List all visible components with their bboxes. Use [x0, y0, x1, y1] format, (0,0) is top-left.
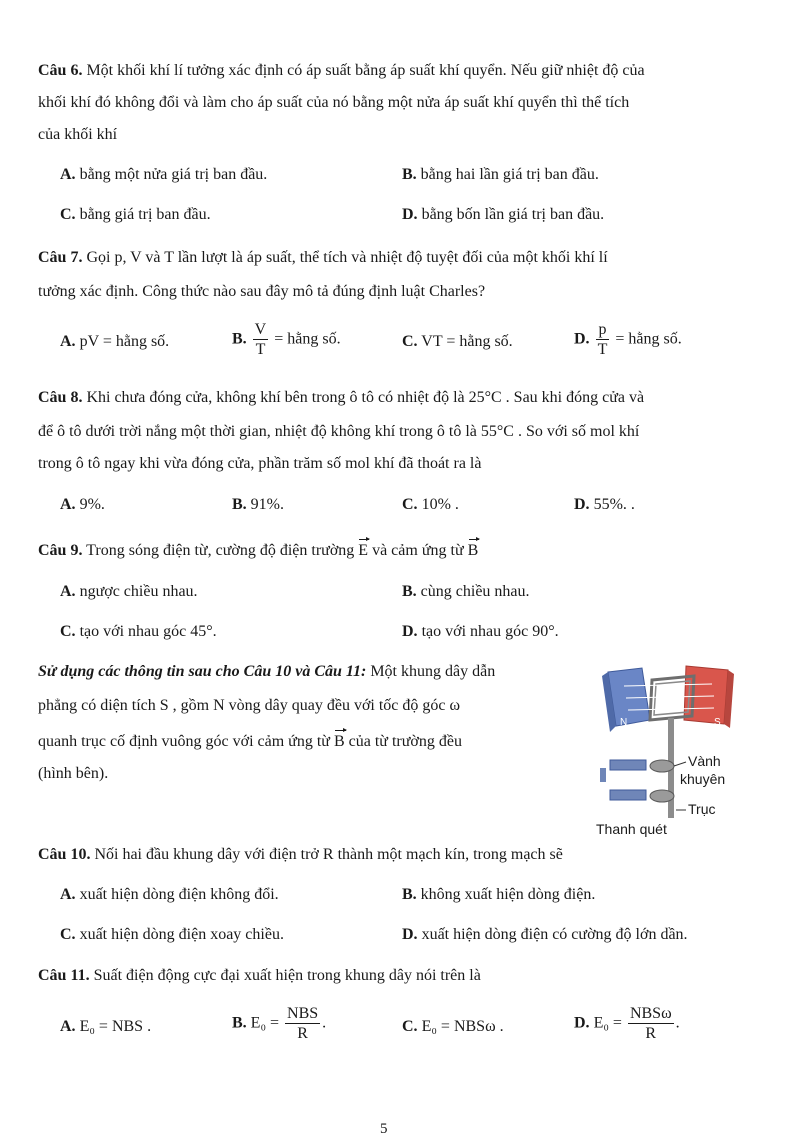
option-label: A. — [60, 1018, 76, 1035]
q8-option-a[interactable] — [60, 497, 105, 513]
option-label: C. — [402, 1018, 418, 1035]
fraction-v-over-t — [253, 322, 269, 358]
q9-option-b[interactable] — [402, 584, 530, 600]
option-text: 91%. — [250, 496, 284, 513]
q7-option-a[interactable] — [60, 334, 169, 350]
q7-line1 — [38, 250, 608, 266]
shared-line2: phẳng có diện tích S , gồm N vòng dây quay đều với tốc độ góc ω — [38, 697, 461, 714]
figure-label-axis: Trục — [688, 801, 716, 817]
vector-b: B — [467, 542, 479, 559]
option-label: B. — [232, 330, 247, 348]
fraction-denominator: R — [297, 1025, 308, 1042]
q10-text-1: Nối hai đầu khung dây với điện trở R thành một mạch kín, trong mạch sẽ — [94, 846, 563, 863]
option-label: C. — [60, 206, 76, 223]
figure-label-brush: Thanh quét — [596, 821, 667, 837]
q7-option-d[interactable] — [574, 322, 682, 358]
q10-line1 — [38, 847, 563, 863]
option-label: C. — [402, 496, 418, 513]
q9-option-c[interactable] — [60, 624, 217, 640]
option-text: xuất hiện dòng điện không đổi. — [79, 886, 279, 903]
q11-option-b[interactable] — [232, 1006, 326, 1042]
option-text: tạo với nhau góc 45°. — [79, 623, 217, 640]
shared-text-1: Một khung dây dẫn — [366, 663, 496, 680]
fraction-numerator: V — [254, 321, 267, 338]
q7-option-c[interactable] — [402, 334, 513, 350]
option-text: 9%. — [79, 496, 105, 513]
q11-option-a[interactable] — [60, 1019, 151, 1035]
option-label: D. — [402, 206, 418, 223]
option-text: cùng chiều nhau. — [420, 583, 530, 600]
option-label: D. — [574, 496, 590, 513]
figure-label-ring-2: khuyên — [680, 771, 726, 787]
q11-option-d[interactable] — [574, 1006, 680, 1042]
option-text: tạo với nhau góc 90°. — [421, 623, 559, 640]
option-text: VT = hằng số. — [421, 333, 513, 350]
q9-text-a: Trong sóng điện từ, cường độ điện trường — [86, 542, 359, 559]
option-label: B. — [402, 886, 417, 903]
option-label: B. — [402, 166, 417, 183]
q10-option-d[interactable] — [402, 927, 688, 943]
option-tail: . — [675, 1014, 680, 1032]
page-number: 5 — [380, 1121, 388, 1137]
fraction-numerator: NBSω — [629, 1005, 672, 1022]
fraction-denominator: T — [597, 341, 608, 358]
q11-line1 — [38, 968, 481, 984]
option-label: D. — [402, 623, 418, 640]
q10-option-b[interactable] — [402, 887, 595, 903]
option-label: D. — [574, 1014, 590, 1032]
option-text: xuất hiện dòng điện có cường độ lớn dần. — [421, 926, 688, 943]
q8-label: Câu 8. — [38, 389, 83, 406]
q8-text-1: Khi chưa đóng cửa, không khí bên trong ô tô có nhiệt độ là 25°C . Sau khi đóng cửa và — [86, 389, 645, 406]
option-label: C. — [60, 623, 76, 640]
option-text: xuất hiện dòng điện xoay chiều. — [79, 926, 284, 943]
option-label: B. — [232, 1014, 247, 1032]
q6-text-1: Một khối khí lí tưởng xác định có áp suất bằng áp suất khí quyển. Nếu giữ nhiệt độ của — [86, 62, 645, 79]
q7-line2: tưởng xác định. Công thức nào sau đây mô tả đúng định luật Charles? — [38, 283, 486, 300]
q6-line3: của khối khí — [38, 126, 118, 143]
q6-option-c[interactable] — [60, 207, 211, 223]
shared-text-3a: quanh trục cố định vuông góc với cảm ứng từ — [38, 733, 334, 750]
option-label: A. — [60, 886, 76, 903]
option-text: bằng hai lần giá trị ban đầu. — [420, 166, 599, 183]
option-text: bằng một nửa giá trị ban đầu. — [79, 166, 268, 183]
option-label: A. — [60, 333, 76, 350]
option-text: pV = hằng số. — [79, 333, 170, 350]
q8-option-b[interactable] — [232, 497, 284, 513]
fraction-numerator: NBS — [287, 1005, 319, 1022]
fraction-denominator: R — [645, 1025, 657, 1042]
fraction-p-over-t — [596, 322, 610, 358]
option-text: = hằng số. — [274, 330, 341, 348]
q6-option-b[interactable] — [402, 167, 599, 183]
q7-option-b[interactable] — [232, 322, 341, 358]
q6-option-d[interactable] — [402, 207, 604, 223]
option-label: A. — [60, 496, 76, 513]
option-label: C. — [402, 333, 418, 350]
option-text: E₀ = NBSω . — [421, 1018, 504, 1035]
shared-line4: (hình bên). — [38, 765, 109, 782]
q10-option-a[interactable] — [60, 887, 279, 903]
option-lhs: E₀ = — [593, 1014, 622, 1032]
q10-option-c[interactable] — [60, 927, 284, 943]
option-label: A. — [60, 583, 76, 600]
option-lhs: E₀ = — [250, 1014, 280, 1032]
option-label: D. — [574, 330, 590, 348]
q6-line1 — [38, 63, 645, 79]
q6-label: Câu 6. — [38, 62, 83, 79]
q10-label: Câu 10. — [38, 846, 91, 863]
fraction-numerator: p — [596, 322, 610, 340]
q9-text-b: và cảm ứng từ — [368, 542, 468, 559]
figure-label-ring: Vành — [688, 753, 721, 769]
fraction-denominator: T — [255, 341, 266, 358]
shared-intro: Sử dụng các thông tin sau cho Câu 10 và Câu 11: — [38, 663, 367, 680]
q8-option-c[interactable] — [402, 497, 459, 513]
q8-line1 — [38, 390, 644, 406]
option-text: 10% . — [421, 496, 459, 513]
q9-option-a[interactable] — [60, 584, 198, 600]
figure-label-s: S — [714, 717, 721, 728]
option-label: B. — [402, 583, 417, 600]
option-label: C. — [60, 926, 76, 943]
option-text: không xuất hiện dòng điện. — [420, 886, 596, 903]
option-label: A. — [60, 166, 76, 183]
q9-option-d[interactable] — [402, 624, 559, 640]
q11-option-c[interactable] — [402, 1019, 504, 1035]
generator-illustration — [590, 662, 740, 840]
vector-e: E — [358, 542, 369, 559]
fraction-nbsw-over-r — [628, 1006, 674, 1042]
q8-line3: trong ô tô ngay khi vừa đóng cửa, phần trăm số mol khí đã thoát ra là — [38, 455, 482, 472]
q7-text-1: Gọi p, V và T lần lượt là áp suất, thể tích và nhiệt độ tuyệt đối của một khối khí lí — [86, 249, 608, 266]
q11-label: Câu 11. — [38, 967, 90, 984]
generator-figure — [590, 662, 740, 840]
q8-line2: để ô tô dưới trời nắng một thời gian, nhiệt độ không khí trong ô tô là 55°C . So với số mol khí — [38, 423, 640, 440]
option-tail: . — [322, 1014, 327, 1032]
option-text: 55%. . — [593, 496, 635, 513]
q9-label: Câu 9. — [38, 542, 83, 559]
shared-line1 — [38, 664, 495, 680]
q11-text-1: Suất điện động cực đại xuất hiện trong khung dây nói trên là — [93, 967, 481, 984]
option-text: bằng bốn lần giá trị ban đầu. — [421, 206, 605, 223]
shared-line3 — [38, 734, 462, 750]
option-text: bằng giá trị ban đầu. — [79, 206, 211, 223]
q8-option-d[interactable] — [574, 497, 635, 513]
shared-text-3b: của từ trường đều — [344, 733, 462, 750]
figure-label-n: N — [620, 717, 628, 728]
option-text: ngược chiều nhau. — [79, 583, 198, 600]
q6-option-a[interactable] — [60, 167, 267, 183]
option-label: B. — [232, 496, 247, 513]
option-text: E₀ = NBS . — [79, 1018, 152, 1035]
fraction-nbs-over-r — [285, 1006, 320, 1042]
vector-b: B — [333, 733, 345, 750]
option-label: D. — [402, 926, 418, 943]
option-text: = hằng số. — [615, 330, 682, 348]
q9-line1 — [38, 543, 478, 559]
q7-label: Câu 7. — [38, 249, 83, 266]
q6-line2: khối khí đó không đổi và làm cho áp suất của nó bằng một nửa áp suất khí quyển thì thể tích — [38, 94, 630, 111]
